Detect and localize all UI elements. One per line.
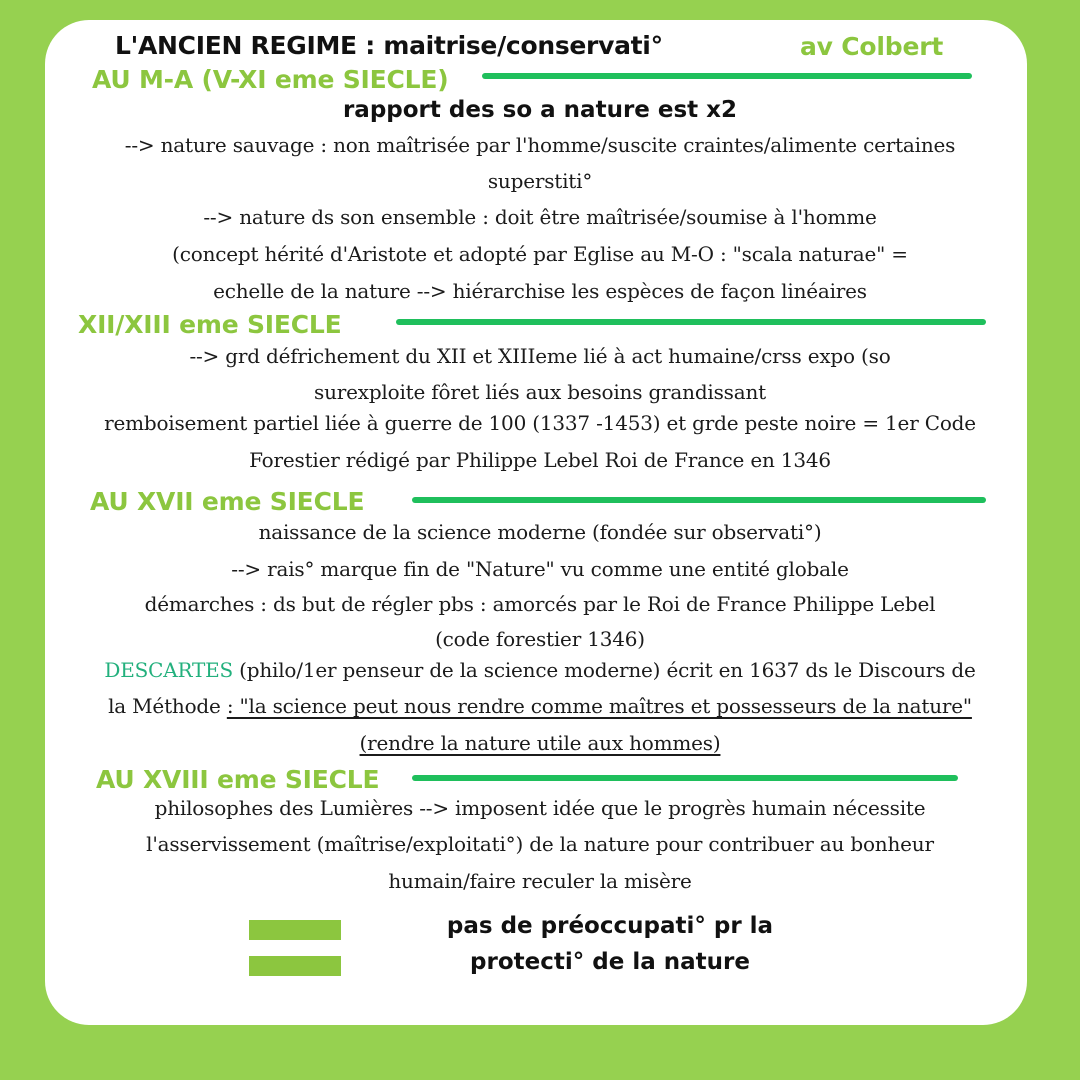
xvii-quote-line (0, 694, 1080, 718)
equals-sign-bottom-bar (249, 956, 341, 976)
ma-line-3: --> nature ds son ensemble : doit être maîtrisée/soumise à l'homme (203, 205, 877, 229)
equals-sign-top-bar (249, 920, 341, 940)
ma-subheading: rapport des so a nature est x2 (342, 97, 738, 123)
section-heading-xvii: AU XVII eme SIECLE (90, 487, 365, 516)
xvii-line-4: (code forestier 1346) (435, 627, 645, 651)
xvii-line-3: démarches : ds but de régler pbs : amorcés par le Roi de France Philippe Lebel (144, 592, 936, 616)
descartes-name: DESCARTES (104, 658, 233, 682)
section-bar-ma (482, 73, 972, 79)
conclusion-line-1: pas de préoccupati° pr la (446, 913, 774, 939)
section-bar-xviii (412, 775, 958, 781)
xvii-line-2: --> rais° marque fin de "Nature" vu comme une entité globale (231, 557, 849, 581)
descartes-rest: (philo/1er penseur de la science moderne) écrit en 1637 ds le Discours de (233, 658, 976, 682)
conclusion-line-2: protecti° de la nature (470, 949, 750, 975)
xii-line-3: remboisement partiel liée à guerre de 100 (1337 -1453) et grde peste noire = 1er Code (104, 411, 976, 435)
page-title: L'ANCIEN REGIME : maitrise/conservati° (115, 31, 663, 60)
xviii-line-3: humain/faire reculer la misère (388, 869, 692, 893)
section-heading-xii: XII/XIII eme SIECLE (78, 310, 342, 339)
ma-line-2: superstiti° (487, 169, 593, 193)
ma-line-4: (concept hérité d'Aristote et adopté par Eglise au M-O : "scala naturae" = (172, 242, 908, 266)
ma-line-1: --> nature sauvage : non maîtrisée par l'homme/suscite craintes/alimente certaines (124, 133, 956, 157)
xviii-line-2: l'asservissement (maîtrise/exploitati°) de la nature pour contribuer au bonheur (146, 832, 934, 856)
descartes-quote: : "la science peut nous rendre comme maîtres et possesseurs de la nature" (226, 694, 972, 718)
xii-line-4: Forestier rédigé par Philippe Lebel Roi de France en 1346 (249, 448, 831, 472)
xvii-line-1: naissance de la science moderne (fondée sur observati°) (258, 520, 822, 544)
ma-line-5: echelle de la nature --> hiérarchise les espèces de façon linéaires (213, 279, 867, 303)
section-heading-xviii: AU XVIII eme SIECLE (96, 765, 380, 794)
xii-line-1: --> grd défrichement du XII et XIIIeme lié à act humaine/crss expo (so (189, 344, 891, 368)
xviii-line-1: philosophes des Lumières --> imposent idée que le progrès humain nécessite (154, 796, 926, 820)
section-bar-xvii (412, 497, 986, 503)
section-heading-ma: AU M-A (V-XI eme SIECLE) (92, 65, 449, 94)
section-bar-xii (396, 319, 986, 325)
conclusion (410, 908, 810, 980)
subtitle-right: av Colbert (800, 32, 944, 61)
xvii-quote-end: (rendre la nature utile aux hommes) (359, 731, 721, 755)
methode-prefix: la Méthode (108, 694, 227, 718)
xvii-descartes-line (0, 658, 1080, 682)
xii-line-2: surexploite fôret liés aux besoins grandissant (314, 380, 766, 404)
